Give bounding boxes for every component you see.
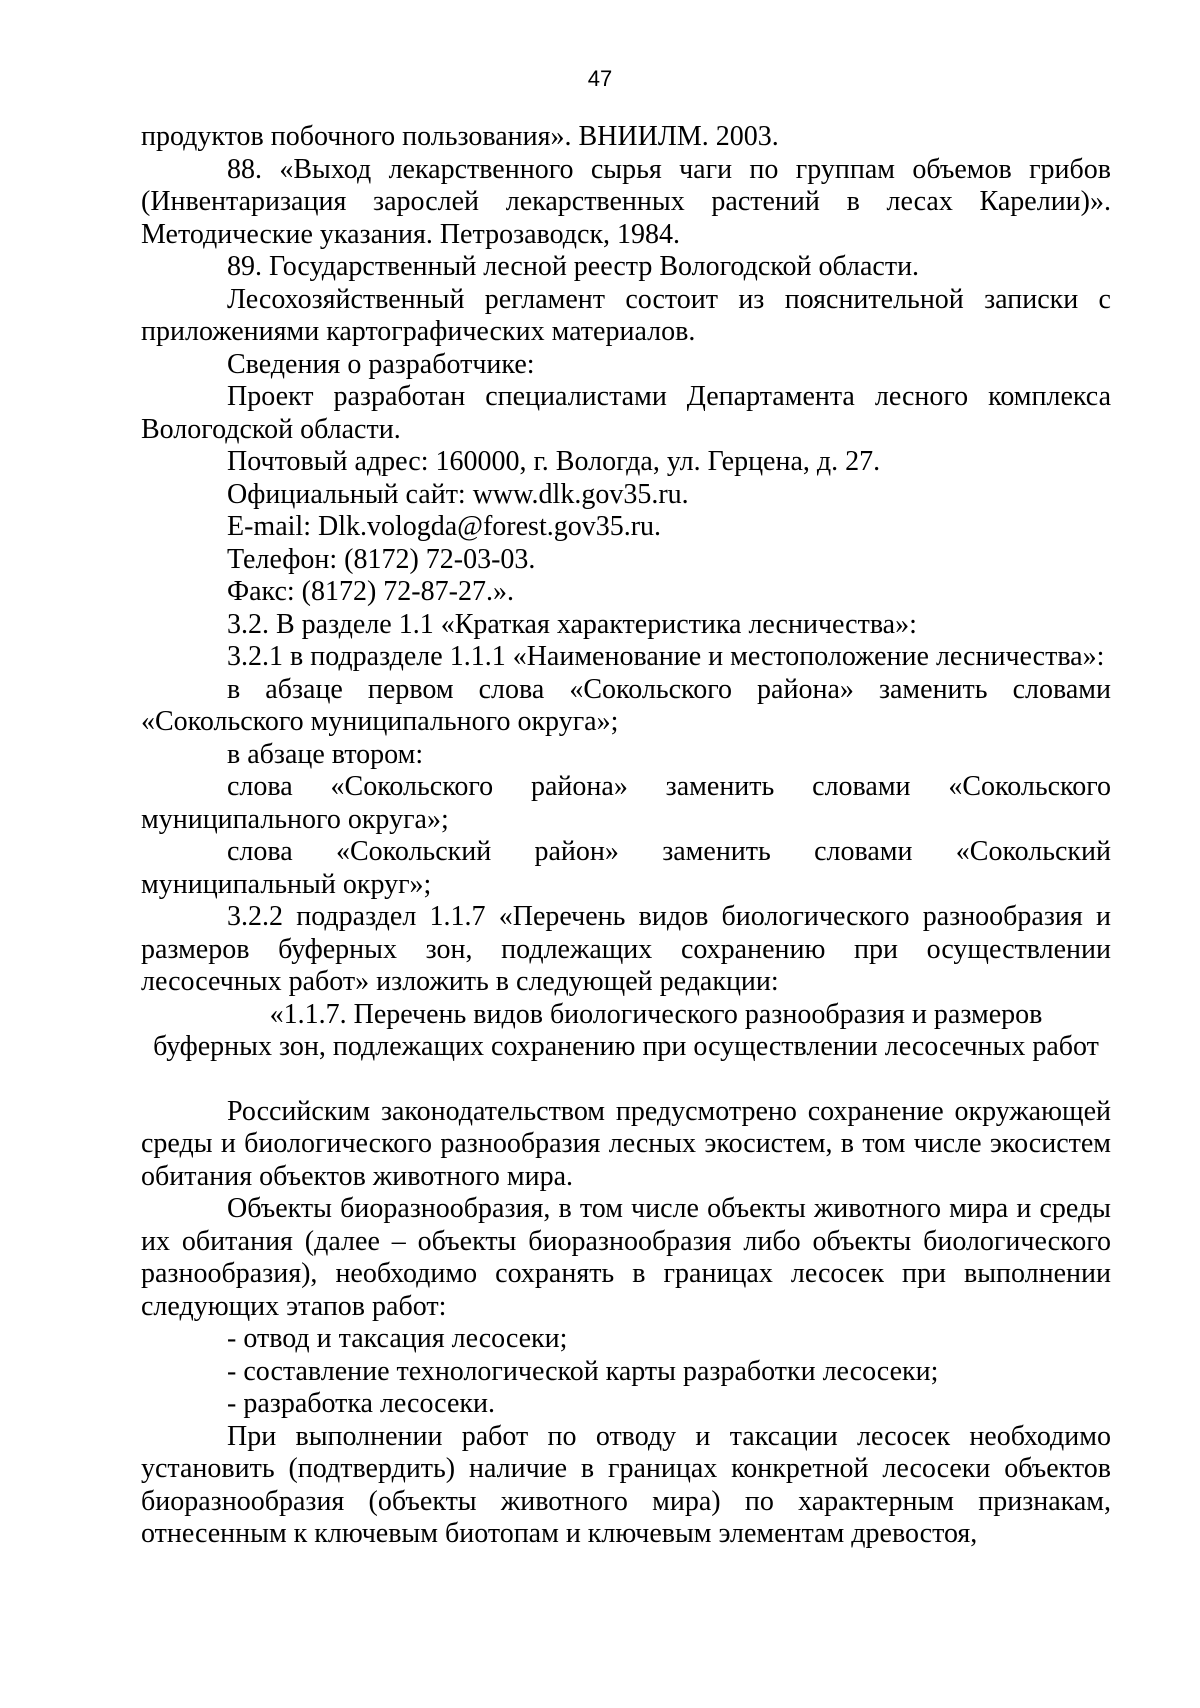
- paragraph-allotment-work: При выполнении работ по отводу и таксации лесосек необходимо установить (подтвердить) наличие в границах конкретной лесосеки объектов биоразнообразия (объекты животного мира) по характерным признакам, отнесенным к ключевым биотопам и ключевым элементам древостоя,: [141, 1420, 1111, 1549]
- paragraph-regulation-composition: Лесохозяйственный регламент состоит из пояснительной записки с приложениями картографических материалов.: [141, 283, 1111, 347]
- amendment-replace-district-1: слова «Сокольского района» заменить словами «Сокольского муниципального округа»;: [141, 771, 1111, 835]
- section-title-line-1: «1.1.7. Перечень видов биологического разнообразия и размеров: [269, 998, 1043, 1030]
- list-item-allotment: - отвод и таксация лесосеки;: [227, 1323, 568, 1354]
- amendment-3-2-2: 3.2.2 подраздел 1.1.7 «Перечень видов биологического разнообразия и размеров буферных зон, подлежащих сохранению при осуществлении лесосечных работ» изложить в следующей редакции:: [141, 901, 1111, 997]
- blank-line: [141, 1064, 1111, 1096]
- postal-address: Почтовый адрес: 160000, г. Вологда, ул. Герцена, д. 27.: [227, 446, 881, 477]
- email: E-mail: Dlk.vologda@forest.gov35.ru.: [227, 511, 662, 542]
- amendment-3-2-1: 3.2.1 в подразделе 1.1.1 «Наименование и местоположение лесничества»:: [227, 641, 1105, 672]
- reference-item-88: 88. «Выход лекарственного сырья чаги по группам объемов грибов (Инвентаризация зарослей лекарственных растений в лесах Карелии)». Методические указания. Петрозаводск, 1984.: [141, 153, 1111, 250]
- amendment-3-2: 3.2. В разделе 1.1 «Краткая характеристика лесничества»:: [227, 608, 917, 640]
- paragraph-continuation: продуктов побочного пользования». ВНИИЛМ. 2003.: [141, 121, 779, 152]
- reference-item-89: 89. Государственный лесной реестр Вологодской области.: [227, 251, 920, 282]
- amendment-first-paragraph: в абзаце первом слова «Сокольского района» заменить словами «Сокольского муниципального округа»;: [141, 673, 1111, 737]
- phone: Телефон: (8172) 72-03-03.: [227, 543, 536, 575]
- official-website: Официальный сайт: www.dlk.gov35.ru.: [227, 478, 689, 510]
- paragraph-legislation: Российским законодательством предусмотрено сохранение окружающей среды и биологического разнообразия лесных экосистем, в том числе экосистем обитания объектов животного мира.: [141, 1095, 1111, 1192]
- page-number: 47: [587, 66, 613, 91]
- list-item-tech-map: - составление технологической карты разработки лесосеки;: [227, 1355, 939, 1387]
- fax: Факс: (8172) 72-87-27.».: [227, 576, 514, 607]
- section-title-line-2: буферных зон, подлежащих сохранению при осуществлении лесосечных работ: [153, 1031, 1099, 1062]
- developer-info-project: Проект разработан специалистами Департамента лесного комплекса Вологодской области.: [141, 381, 1111, 445]
- developer-info-heading: Сведения о разработчике:: [227, 348, 535, 380]
- list-item-development: - разработка лесосеки.: [227, 1388, 495, 1419]
- document-body: [141, 121, 1111, 1551]
- amendment-replace-district-2: слова «Сокольский район» заменить словами «Сокольский муниципальный округ»;: [141, 836, 1111, 900]
- amendment-second-paragraph: в абзаце втором:: [227, 738, 424, 770]
- paragraph-biodiversity-objects: Объекты биоразнообразия, в том числе объекты животного мира и среды их обитания (далее – объекты биоразнообразия либо объекты биологического разнообразия), необходимо сохранять в границах лесосек при выполнении следующих этапов работ:: [141, 1193, 1111, 1322]
